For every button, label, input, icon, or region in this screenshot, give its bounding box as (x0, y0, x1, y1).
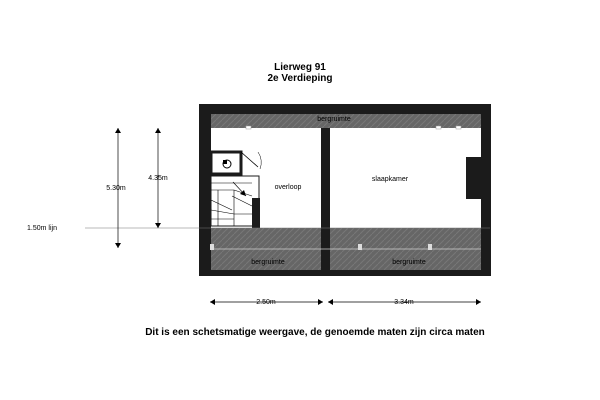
label-bedroom: slaapkamer (371, 176, 409, 183)
disclaimer-caption: Dit is een schetsmatige weergave, de genoemde maten zijn circa maten (145, 327, 485, 338)
arrow-down (155, 223, 161, 228)
dormer (466, 157, 481, 199)
stair-wall (252, 198, 260, 228)
arrow-left (328, 299, 333, 305)
skylight-marker (246, 126, 251, 129)
label-storage-top: bergruimte (317, 116, 351, 123)
plan-title-address: Lierweg 91 (274, 62, 326, 73)
label-width-right: 3.34m (394, 299, 414, 306)
label-150m-line: 1.50m lijn (27, 225, 57, 232)
arrow-up (155, 128, 161, 133)
arrow-up (115, 128, 121, 133)
label-width-left: 2.50m (256, 299, 276, 306)
window-marker (358, 244, 362, 250)
skylight-marker (436, 126, 441, 129)
label-height-inner: 4.35m (148, 175, 168, 182)
skylight-marker (456, 126, 461, 129)
boiler-detail (223, 160, 227, 164)
label-landing: overloop (274, 184, 302, 191)
partition-wall (321, 128, 330, 276)
label-height-total: 5.30m (106, 185, 126, 192)
plan-title-floor: 2e Verdieping (267, 73, 333, 84)
arrow-right (318, 299, 323, 305)
window-marker (210, 244, 214, 250)
window-marker (428, 244, 432, 250)
arrow-left (210, 299, 215, 305)
label-storage-bottom-left: bergruimte (251, 259, 285, 266)
arrow-right (476, 299, 481, 305)
arrow-down (115, 243, 121, 248)
label-storage-bottom-right: bergruimte (392, 259, 426, 266)
